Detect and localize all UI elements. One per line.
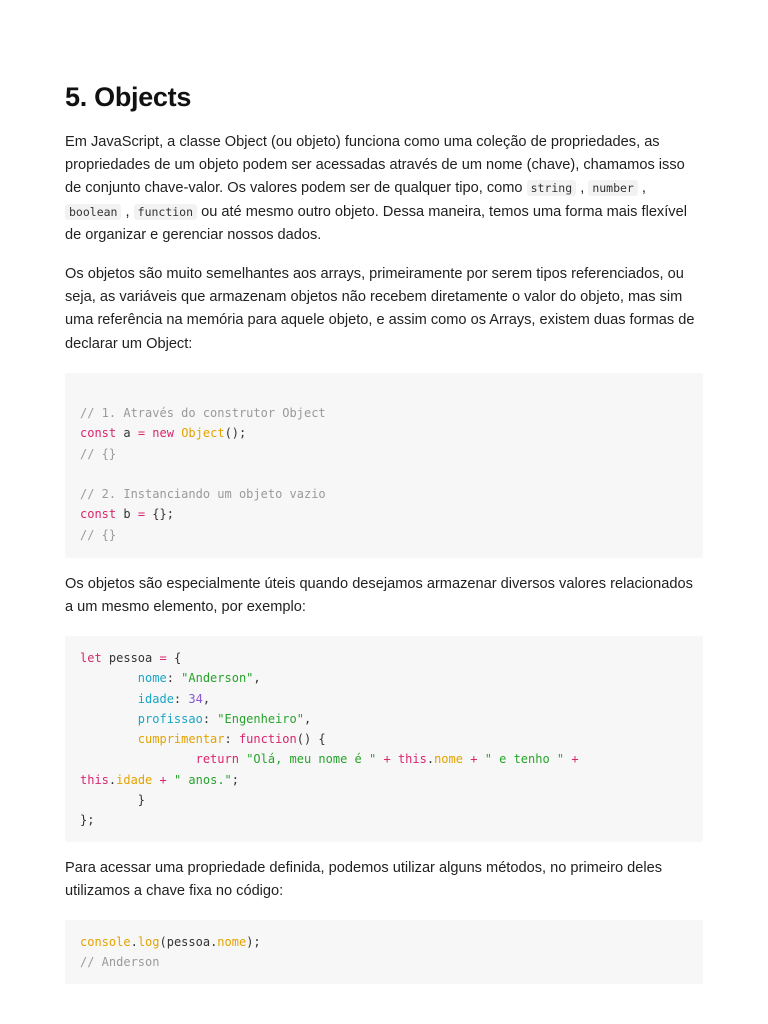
intro-text: Em JavaScript, a classe Object (ou objeto) funciona como uma coleção de propriedades, as propriedades de um objeto podem ser acessadas através de um nome (chave), chamamos isso de conjunto chave-valor. Os valores podem ser de qualquer tipo, como [65, 134, 685, 197]
code-string: "Anderson" [181, 671, 254, 686]
code-comment: // {} [80, 527, 117, 542]
code-operator: = [137, 507, 146, 522]
code-comment: // {} [80, 446, 117, 461]
code-block-access [65, 920, 703, 984]
code-property: nome [217, 935, 247, 949]
code-property: profissao [137, 711, 203, 726]
code-punctuation: (); [224, 426, 247, 441]
code-keyword: const [80, 426, 117, 441]
separator: , [121, 203, 134, 220]
code-string: "Olá, meu nome é " [246, 752, 377, 767]
inline-code-function: function [134, 204, 197, 220]
code-property: idade [116, 772, 153, 787]
code-comment: // Anderson [80, 955, 160, 970]
code-keyword: let [80, 651, 102, 665]
inline-code-string: string [527, 180, 577, 196]
inline-code-number: number [588, 180, 638, 196]
code-identifier: b [116, 507, 138, 522]
objects-usage-paragraph: Os objetos são especialmente úteis quando desejamos armazenar diversos valores relacionados a um mesmo elemento, por exemplo: [65, 576, 693, 616]
code-operator: + [383, 752, 391, 767]
separator: , [576, 180, 589, 197]
code-string: " anos." [173, 772, 232, 787]
code-identifier: console [80, 935, 131, 949]
code-operator: + [159, 772, 167, 787]
code-operator: = [159, 651, 167, 665]
code-keyword: new [152, 426, 174, 441]
code-operator: = [137, 426, 146, 441]
code-keyword: const [80, 507, 117, 522]
separator: , [637, 180, 646, 197]
inline-code-boolean: boolean [65, 204, 121, 220]
code-content [80, 403, 703, 545]
code-identifier: pessoa [101, 651, 160, 665]
code-class-name: Object [181, 426, 225, 441]
code-property: nome [434, 752, 463, 767]
code-operator: + [470, 752, 478, 767]
arrays-paragraph: Os objetos são muito semelhantes aos arrays, primeiramente por serem tipos referenciados, ou seja, as variáveis que armazenam objetos não recebem diretamente o valor do objeto, mas sim uma referência na memória para aquele objeto, e assim como os Arrays, existem duas formas de declarar um Object: [65, 266, 695, 352]
code-comment: // 2. Instanciando um objeto vazio [80, 487, 326, 502]
code-punctuation: } [137, 793, 146, 808]
intro-paragraph [65, 131, 705, 247]
intro-text-end: ou até mesmo outro objeto. Dessa maneira, temos uma forma mais flexível de organizar e gerenciar nossos dados. [65, 203, 687, 243]
code-this: this [397, 752, 427, 767]
code-operator: + [571, 752, 579, 767]
code-punctuation: (pessoa. [159, 935, 218, 949]
code-property: idade [137, 691, 174, 706]
code-block-pessoa [65, 636, 703, 842]
code-punctuation: {}; [145, 507, 174, 522]
code-number: 34 [188, 691, 203, 706]
code-punctuation: { [166, 651, 182, 665]
code-punctuation: ); [246, 935, 261, 949]
code-property: nome [137, 671, 167, 686]
code-this: this [80, 772, 109, 787]
code-string: " e tenho " [484, 752, 565, 767]
code-content: console.log(pessoa.nome); // Anderson [80, 935, 261, 970]
code-string: "Engenheiro" [217, 711, 304, 726]
code-content: let pessoa = { nome: "Anderson", idade: 34, profissao: "Engenheiro", cumprimentar: function() { return "Olá, meu nome é " + this.nome + " e tenho " + this.idade + " anos."; } }; [80, 651, 579, 828]
code-punctuation: }; [80, 813, 95, 828]
section-heading: 5. Objects [65, 82, 192, 112]
code-keyword: function [238, 732, 297, 747]
access-paragraph: Para acessar uma propriedade definida, podemos utilizar alguns métodos, no primeiro deles utilizamos a chave fixa no código: [65, 860, 663, 900]
code-method-name: cumprimentar [137, 732, 225, 747]
code-keyword: return [195, 752, 239, 767]
code-punctuation: () { [296, 732, 326, 747]
code-method-name: log [137, 935, 160, 949]
code-block-declaration [65, 373, 703, 558]
code-comment: // 1. Através do construtor Object [80, 406, 326, 420]
code-identifier: a [116, 426, 138, 441]
